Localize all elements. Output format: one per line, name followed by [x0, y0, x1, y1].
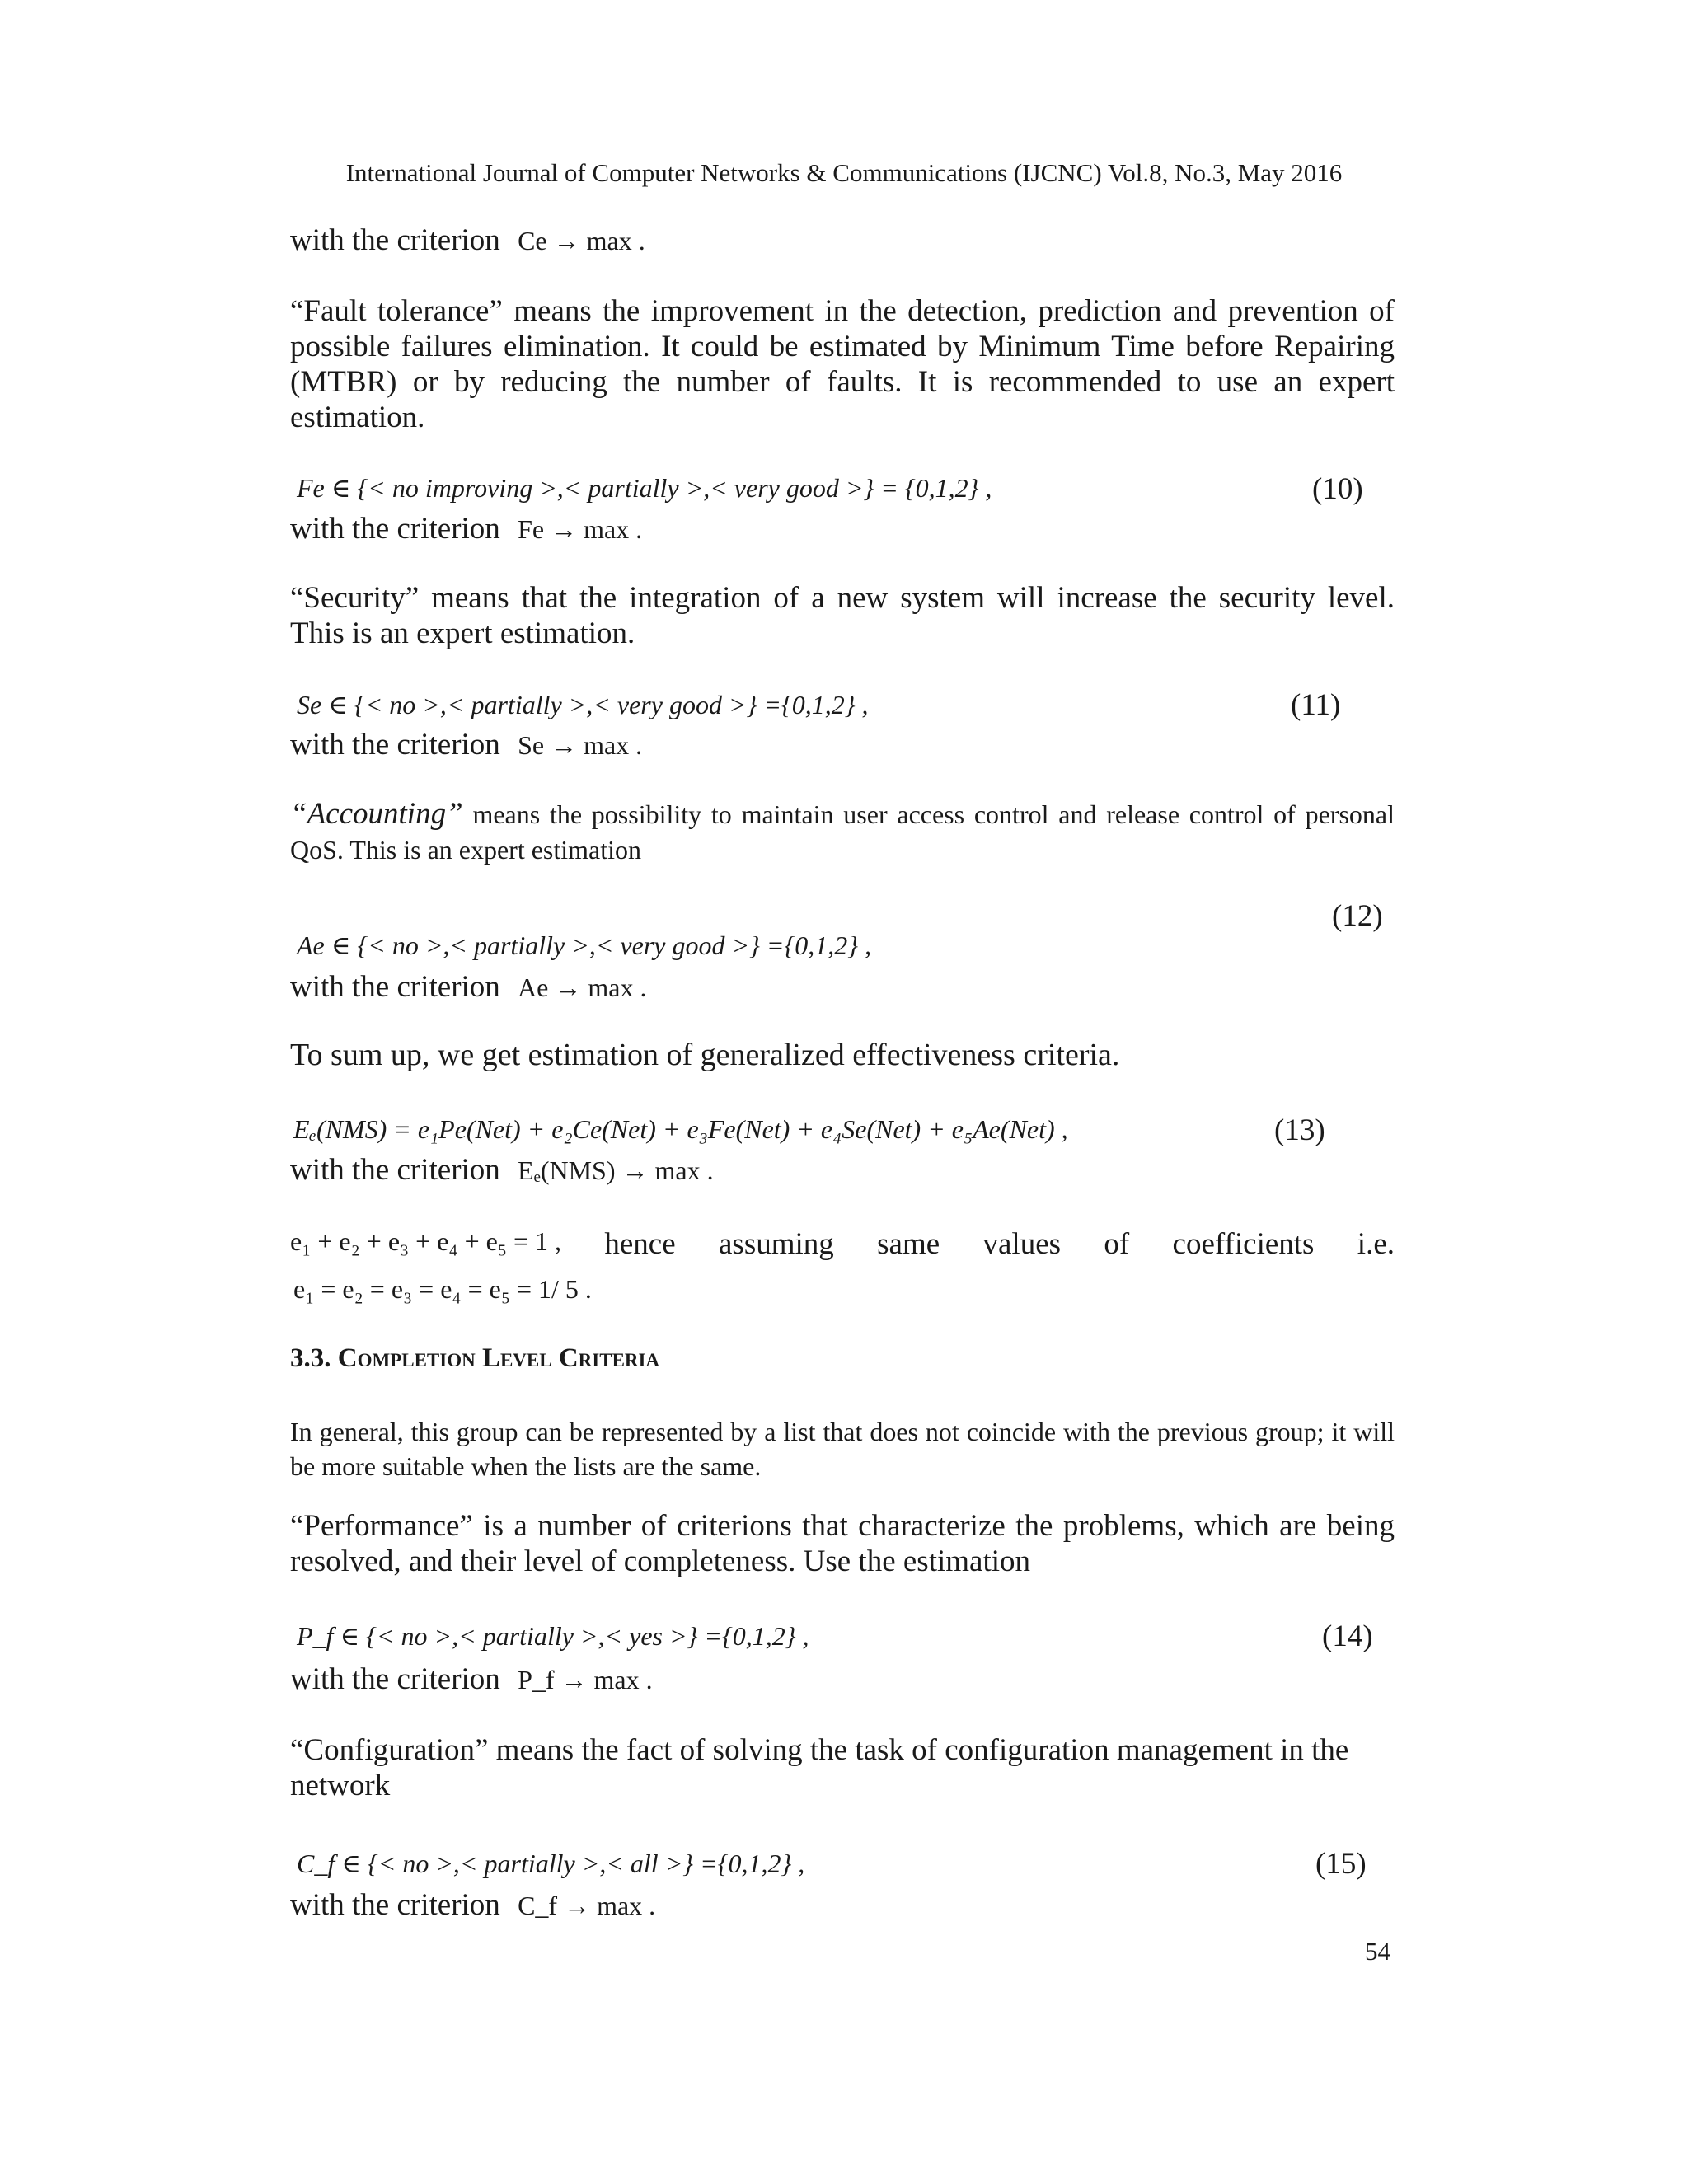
page-number: 54 — [1365, 1937, 1390, 1966]
paragraph-performance: “Performance” is a number of criterions that characterize the problems, which are being resolved, and their level of completeness. Use the estimation — [290, 1509, 1395, 1578]
section-heading — [290, 1343, 659, 1374]
criterion-se-line: with the criterion Se → max . — [290, 728, 643, 762]
coefficients-line — [290, 1226, 1395, 1262]
section-number: 3.3. — [290, 1343, 331, 1373]
criterion-prefix: with the criterion — [290, 223, 500, 257]
accounting-term: “Accounting” — [290, 797, 463, 831]
criterion-ae-math: Ae → max . — [518, 972, 647, 1002]
coefficients-sum: e₁ + e₂ + e₃ + e₄ + e₅ = 1 , — [290, 1226, 562, 1256]
criterion-fe-line: with the criterion Fe → max . — [290, 512, 643, 546]
coefficients-equal: e₁ = e₂ = e₃ = e₄ = e₅ = 1/ 5 . — [293, 1274, 592, 1304]
coef-word: assuming — [719, 1227, 834, 1261]
paragraph-configuration: “Configuration” means the fact of solving the task of configuration management in the network — [290, 1733, 1349, 1802]
equation-14: P_f ∈ {< no >,< partially >,< yes >} ={0,1,2} , — [297, 1621, 809, 1651]
equation-10: Fe ∈ {< no improving >,< partially >,< very good >} = {0,1,2} , — [297, 473, 992, 503]
equation-10-number: (10) — [1312, 472, 1363, 506]
criterion-se-math: Se → max . — [518, 730, 643, 760]
coef-word: of — [1104, 1227, 1130, 1261]
criterion-ee-math: Eₑ(NMS) → max . — [518, 1155, 714, 1185]
criterion-math: Ce → max . — [518, 226, 645, 255]
equation-13: Eₑ(NMS) = e₁Pe(Net) + e₂Ce(Net) + e₃Fe(Net) + e₄Se(Net) + e₅Ae(Net) , — [293, 1114, 1068, 1144]
coef-word: coefficients — [1172, 1227, 1315, 1261]
criterion-ce-line — [290, 223, 645, 259]
criterion-ae-line: with the criterion Ae → max . — [290, 970, 647, 1004]
equation-13-number: (13) — [1274, 1113, 1325, 1147]
accounting-text: means the possibility to maintain user access control and release control of personal QoS. This is an expert estimation — [290, 799, 1395, 865]
running-header: International Journal of Computer Networks & Communications (IJCNC) Vol.8, No.3, May 2016 — [345, 158, 1343, 187]
paragraph-accounting — [290, 796, 1395, 868]
equation-11-number: (11) — [1291, 688, 1341, 722]
paragraph-security: “Security” means that the integration of a new system will increase the security level. This is an expert estimation. — [290, 581, 1395, 650]
equation-15-number: (15) — [1315, 1847, 1367, 1881]
criterion-cf-math: C_f → max . — [518, 1891, 656, 1920]
coef-word: values — [982, 1227, 1062, 1261]
equation-15: C_f ∈ {< no >,< partially >,< all >} ={0,1,2} , — [297, 1849, 805, 1878]
paragraph-general: In general, this group can be represented by a list that does not coincide with the previous group; it will be more suitable when the lists are the same. — [290, 1417, 1395, 1481]
coef-word: i.e. — [1357, 1227, 1395, 1261]
section-title: Completion Level Criteria — [337, 1343, 660, 1373]
criterion-cf-line: with the criterion C_f → max . — [290, 1888, 656, 1922]
coef-word: same — [877, 1227, 940, 1261]
equation-14-number: (14) — [1322, 1619, 1373, 1653]
equation-12: Ae ∈ {< no >,< partially >,< very good >} ={0,1,2} , — [297, 930, 872, 960]
paragraph-summary: To sum up, we get estimation of generalized effectiveness criteria. — [290, 1038, 1120, 1072]
criterion-pf-line: with the criterion P_f → max . — [290, 1662, 653, 1696]
criterion-ee-line: with the criterion Eₑ(NMS) → max . — [290, 1153, 714, 1187]
paragraph-fault-tolerance: “Fault tolerance” means the improvement in the detection, prediction and prevention of possible failures elimination. It could be estimated by Minimum Time before Repairing (MTBR) or by reducing the number of faults. It is recommended to use an expert estimation. — [290, 294, 1395, 434]
equation-11: Se ∈ {< no >,< partially >,< very good >} ={0,1,2} , — [297, 690, 869, 719]
criterion-fe-math: Fe → max . — [518, 514, 643, 544]
coef-word: hence — [604, 1227, 676, 1261]
criterion-pf-math: P_f → max . — [518, 1665, 653, 1694]
equation-12-number: (12) — [1332, 899, 1383, 933]
